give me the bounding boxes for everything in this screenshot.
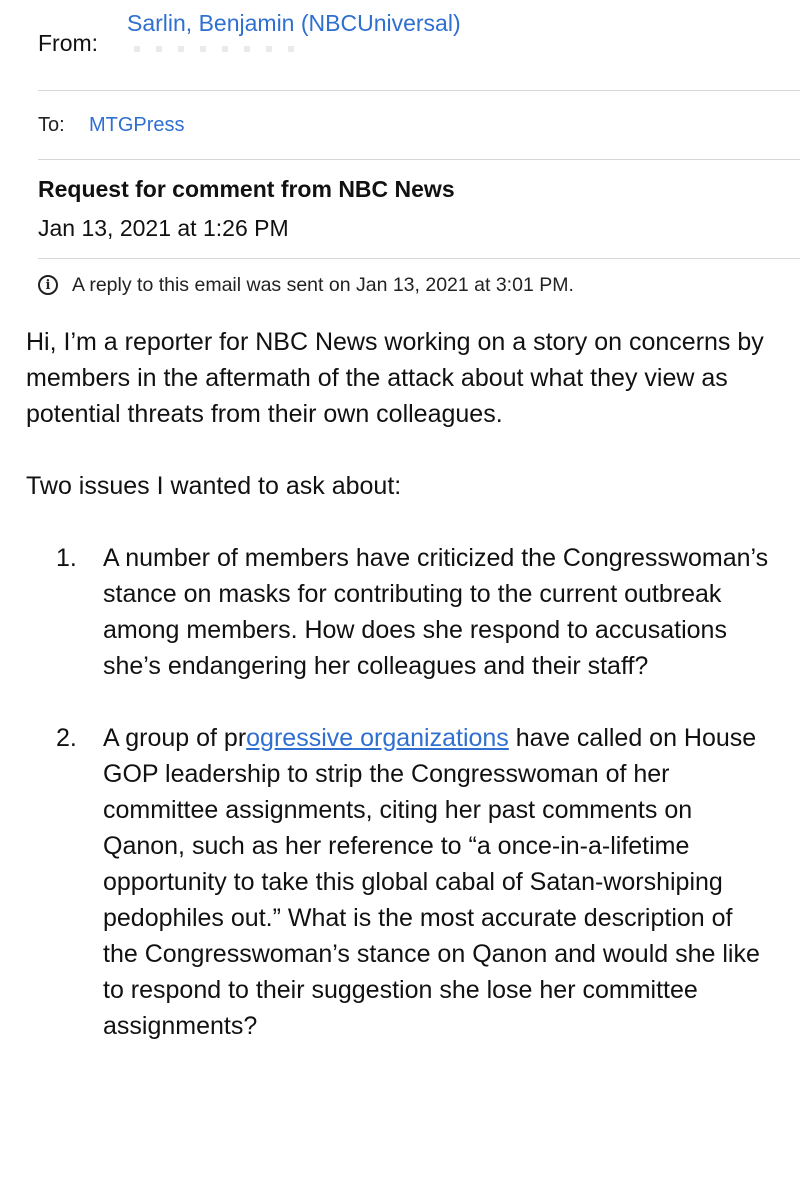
email-subject: Request for comment from NBC News bbox=[38, 176, 455, 202]
to-row bbox=[38, 91, 800, 160]
sender-address-redacted bbox=[134, 46, 304, 52]
body-paragraph-issues: Two issues I wanted to ask about: bbox=[26, 472, 402, 500]
sender-name-link[interactable]: Sarlin, Benjamin (NBCUniversal) bbox=[127, 10, 461, 36]
to-label: To: bbox=[38, 114, 65, 136]
list-item-1 bbox=[26, 540, 773, 684]
issues-list bbox=[26, 540, 786, 1044]
recipient-link[interactable]: MTGPress bbox=[89, 114, 185, 136]
list-number: 1. bbox=[56, 544, 77, 572]
info-icon: i bbox=[38, 275, 58, 295]
subject-block bbox=[38, 160, 800, 259]
email-header bbox=[38, 0, 800, 259]
email-date: Jan 13, 2021 at 1:26 PM bbox=[38, 215, 289, 241]
from-row bbox=[38, 0, 800, 91]
list-number: 2. bbox=[56, 724, 77, 752]
email-body bbox=[26, 324, 786, 1044]
list-item-text-after: have called on House GOP leadership to strip the Congresswoman of her committee assignments, citing her past comments on Qanon, such as her reference to “a once-in-a-lifetime opportunity to take this global cabal of Satan-worshiping pedophiles out.” What is the most accurate description of the Congresswoman’s stance on Qanon and would she like to respond to their suggestion she lose her committee assignments? bbox=[103, 724, 760, 1040]
body-paragraph-intro: Hi, I’m a reporter for NBC News working on a story on concerns by members in the aftermath of the attack about what they view as potential threats from their own colleagues. bbox=[26, 328, 764, 428]
reply-notice bbox=[38, 270, 574, 300]
list-item-2 bbox=[26, 720, 773, 1044]
list-item-text: A number of members have criticized the Congresswoman’s stance on masks for contributing to the current outbreak among members. How does she respond to accusations she’s endangering her colleagues and their staff? bbox=[103, 544, 769, 680]
reply-notice-text: A reply to this email was sent on Jan 13, 2021 at 3:01 PM. bbox=[72, 273, 574, 296]
list-item-text-before: A group of pr bbox=[103, 724, 247, 752]
progressive-organizations-link[interactable]: ogressive organizations bbox=[246, 724, 509, 752]
from-label: From: bbox=[38, 30, 99, 56]
